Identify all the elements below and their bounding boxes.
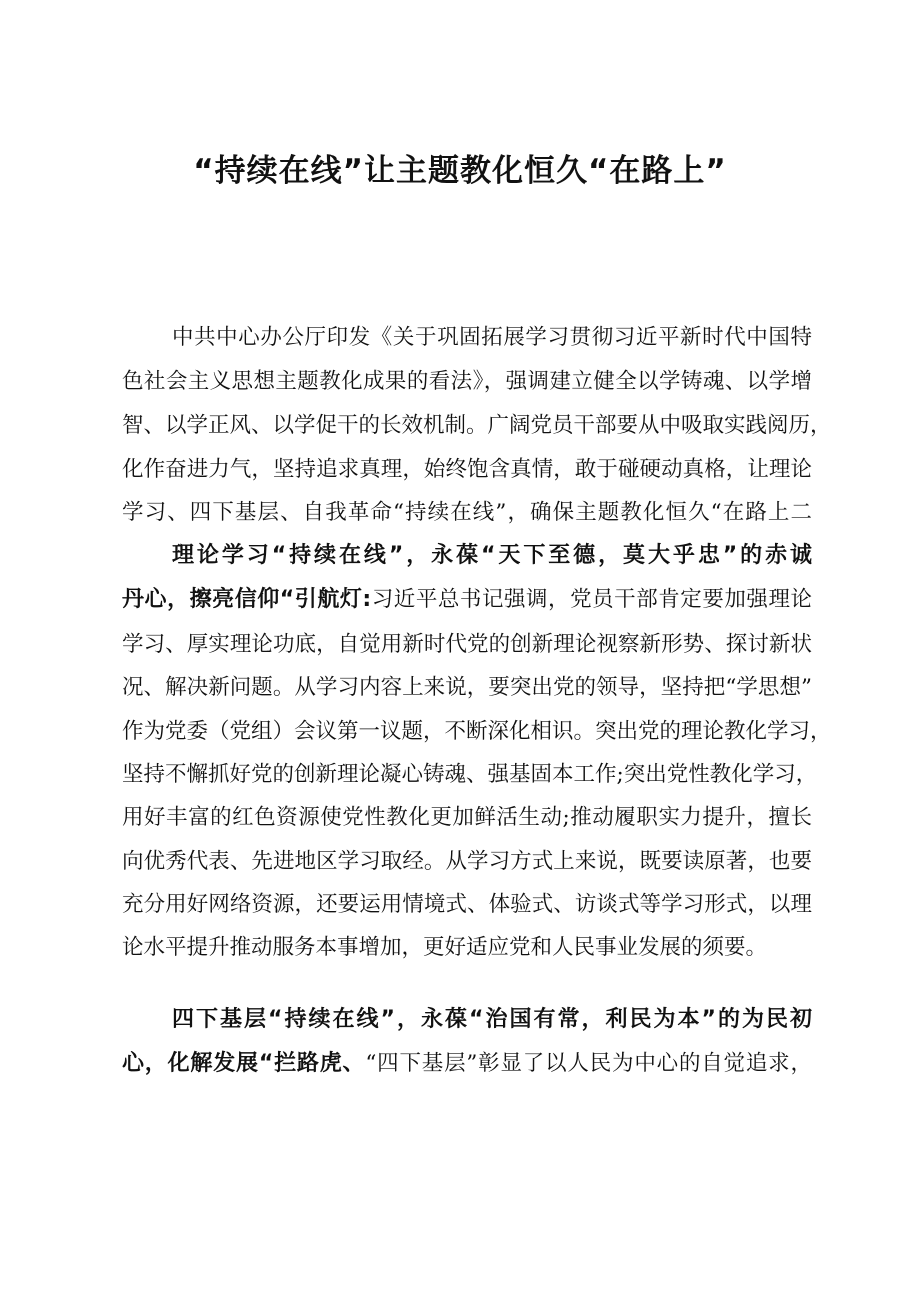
paragraph-2-line-10: 论水平提升推动服务本事增加，更好适应党和人民事业发展的须要。 [122,935,768,960]
paragraph-2-line-9: 充分用好网络资源，还要运用情境式、体验式、访谈式等学习形式，以理 [122,892,812,917]
paragraph-2-line-8: 向优秀代表、先进地区学习取经。从学习方式上来说，既要读原著，也要 [122,849,812,874]
page-title: “持续在线”让主题教化恒久“在路上” [193,153,727,189]
paragraph-2-line-6: 坚持不懈抓好党的创新理论凝心铸魂、强基固本工作;突出党性教化学习， [122,762,818,787]
paragraph-2-line-4: 况、解决新问题。从学习内容上来说，要突出党的领导，坚持把“学思想” [122,675,812,700]
paragraph-3-line-2 [122,1046,812,1077]
paragraph-2-line-2-text: 习近平总书记强调，党员干部肯定要加强理论 [371,587,812,612]
paragraph-1-line-4: 化作奋进力气，坚持追求真理，始终饱含真情，敢于碰硬动真格，让理论 [122,457,812,482]
paragraph-1-line-5: 学习、四下基层、自我革命“持续在线”，确保主题教化恒久“在路上二 [122,500,812,525]
paragraph-3-heading-line-2: 心，化解发展“拦路虎、 [122,1051,366,1076]
paragraph-1-line-3: 智、以学正风、以学促干的长效机制。广阔党员干部要从中吸取实践阅历， [122,413,832,438]
paragraph-1-line-2: 色社会主义思想主题教化成果的看法》，强调建立健全以学铸魂、以学增 [122,369,812,394]
paragraph-2-heading-line-2: 丹心，擦亮信仰“引航灯: [122,587,372,612]
paragraph-2-heading-line-1: 理论学习“持续在线”，永葆“天下至德，莫大乎忠”的赤诚 [172,543,812,568]
paragraph-2-line-3: 学习、厚实理论功底，自觉用新时代党的创新理论视察新形势、探讨新状 [122,632,812,657]
paragraph-2-line-7: 用好丰富的红色资源使党性教化更加鲜活生动;推动履职实力提升，擅长 [122,805,812,830]
paragraph-3-heading-line-1: 四下基层“持续在线”，永葆“治国有常，利民为本”的为民初 [172,1007,812,1032]
paragraph-1-line-1: 中共中心办公厅印发《关于巩固拓展学习贯彻习近平新时代中国特 [172,325,812,350]
paragraph-2-line-5: 作为党委（党组）会议第一议题，不断深化相识。突出党的理论教化学习， [122,719,832,744]
paragraph-3-line-2-text: “四下基层”彰显了以人民为中心的自觉追求， [365,1051,812,1076]
paragraph-2-line-2 [122,582,812,613]
